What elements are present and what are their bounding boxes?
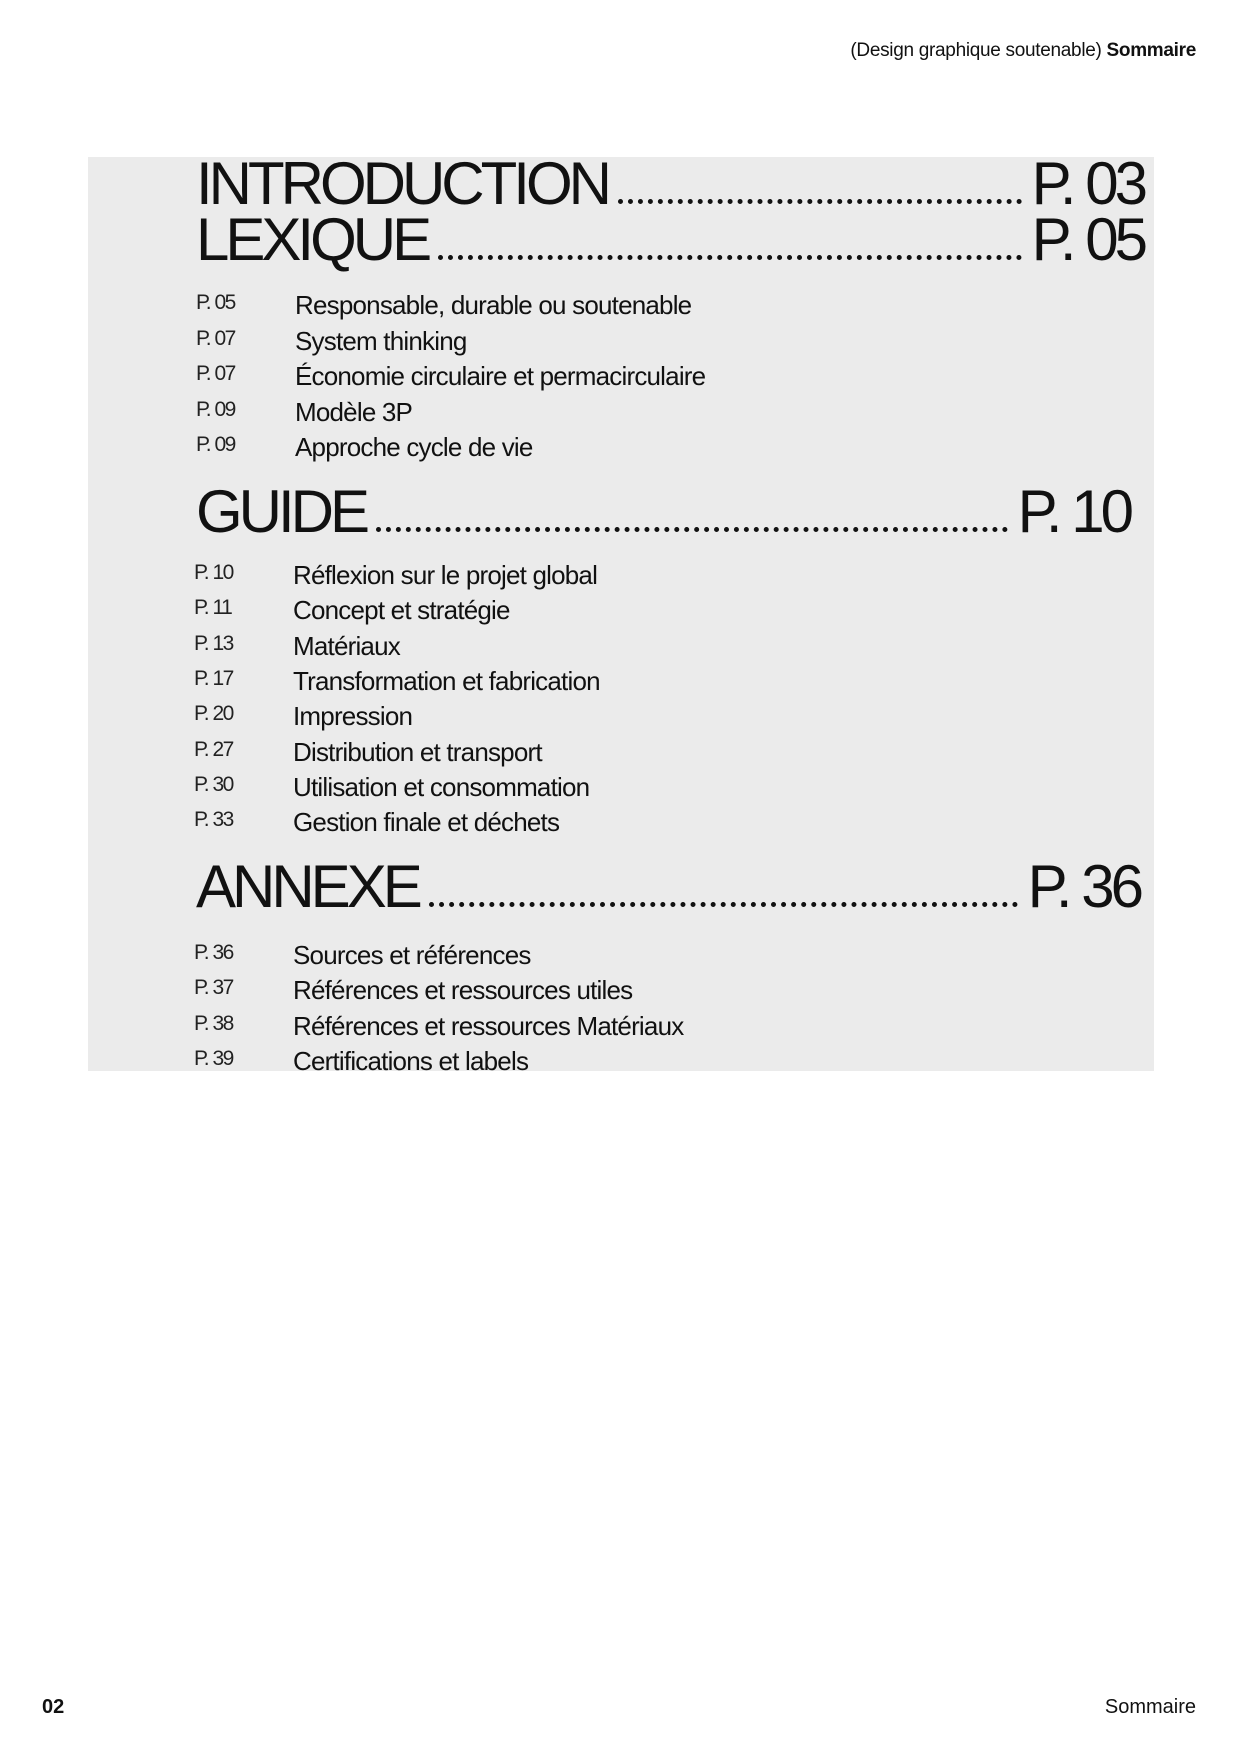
- entry-label: Réflexion sur le projet global: [293, 560, 598, 590]
- entry-label: Utilisation et consommation: [293, 772, 590, 802]
- entry-label: System thinking: [295, 326, 467, 356]
- dot-leader: [618, 199, 1022, 204]
- toc-section-guide[interactable]: [196, 478, 1130, 545]
- dot-leader: [429, 902, 1018, 907]
- entry-label: Impression: [293, 701, 413, 731]
- entry-page: P. 36: [194, 941, 233, 964]
- entry-page: P. 05: [196, 291, 235, 314]
- entry-label: Références et ressources Matériaux: [293, 1011, 684, 1041]
- dot-leader: [376, 527, 1008, 532]
- section-page: P. 10: [1017, 478, 1130, 545]
- section-title: INTRODUCTION: [196, 150, 608, 217]
- entry-page: P. 09: [196, 398, 235, 421]
- entry-label: Concept et stratégie: [293, 595, 510, 625]
- entry-page: P. 20: [194, 702, 233, 725]
- entry-page: P. 07: [196, 327, 235, 350]
- entry-page: P. 17: [194, 667, 233, 690]
- running-header: [850, 40, 1196, 62]
- section-page: P. 05: [1031, 206, 1144, 273]
- entry-label: Modèle 3P: [295, 397, 413, 427]
- dot-leader: [438, 255, 1022, 260]
- entry-page: P. 10: [194, 561, 233, 584]
- entry-label: Responsable, durable ou soutenable: [295, 290, 692, 320]
- entry-page: P. 11: [194, 596, 232, 619]
- entry-page: P. 38: [194, 1012, 233, 1035]
- entry-label: Économie circulaire et permacirculaire: [295, 361, 706, 391]
- toc-section-lexique[interactable]: [196, 206, 1144, 273]
- entry-page: P. 07: [196, 362, 235, 385]
- section-title: GUIDE: [196, 478, 367, 545]
- toc-section-annexe[interactable]: [196, 853, 1140, 920]
- document-section-title: Sommaire: [1106, 40, 1196, 61]
- entry-page: P. 27: [194, 738, 233, 761]
- section-title: ANNEXE: [196, 853, 419, 920]
- footer-page-number: 02: [42, 1696, 65, 1718]
- entry-page: P. 09: [196, 433, 235, 456]
- section-title: LEXIQUE: [196, 206, 429, 273]
- entry-label: Gestion finale et déchets: [293, 807, 560, 837]
- section-page: P. 36: [1027, 853, 1140, 920]
- entry-label: Distribution et transport: [293, 737, 542, 767]
- section-page: P. 03: [1031, 150, 1144, 217]
- entry-page: P. 13: [194, 632, 233, 655]
- toc-section-introduction[interactable]: [196, 150, 1144, 217]
- entry-label: Références et ressources utiles: [293, 975, 633, 1005]
- entry-label: Approche cycle de vie: [295, 432, 533, 462]
- footer-title: Sommaire: [1104, 1696, 1196, 1718]
- entry-label: Matériaux: [293, 631, 400, 661]
- entry-label: Certifications et labels: [293, 1046, 529, 1076]
- entry-label: Transformation et fabrication: [293, 666, 600, 696]
- entry-page: P. 39: [194, 1047, 233, 1070]
- entry-page: P. 30: [194, 773, 233, 796]
- document-subtitle: (Design graphique soutenable): [850, 40, 1102, 61]
- entry-page: P. 37: [194, 976, 233, 999]
- entry-label: Sources et références: [293, 940, 531, 970]
- entry-page: P. 33: [194, 808, 233, 831]
